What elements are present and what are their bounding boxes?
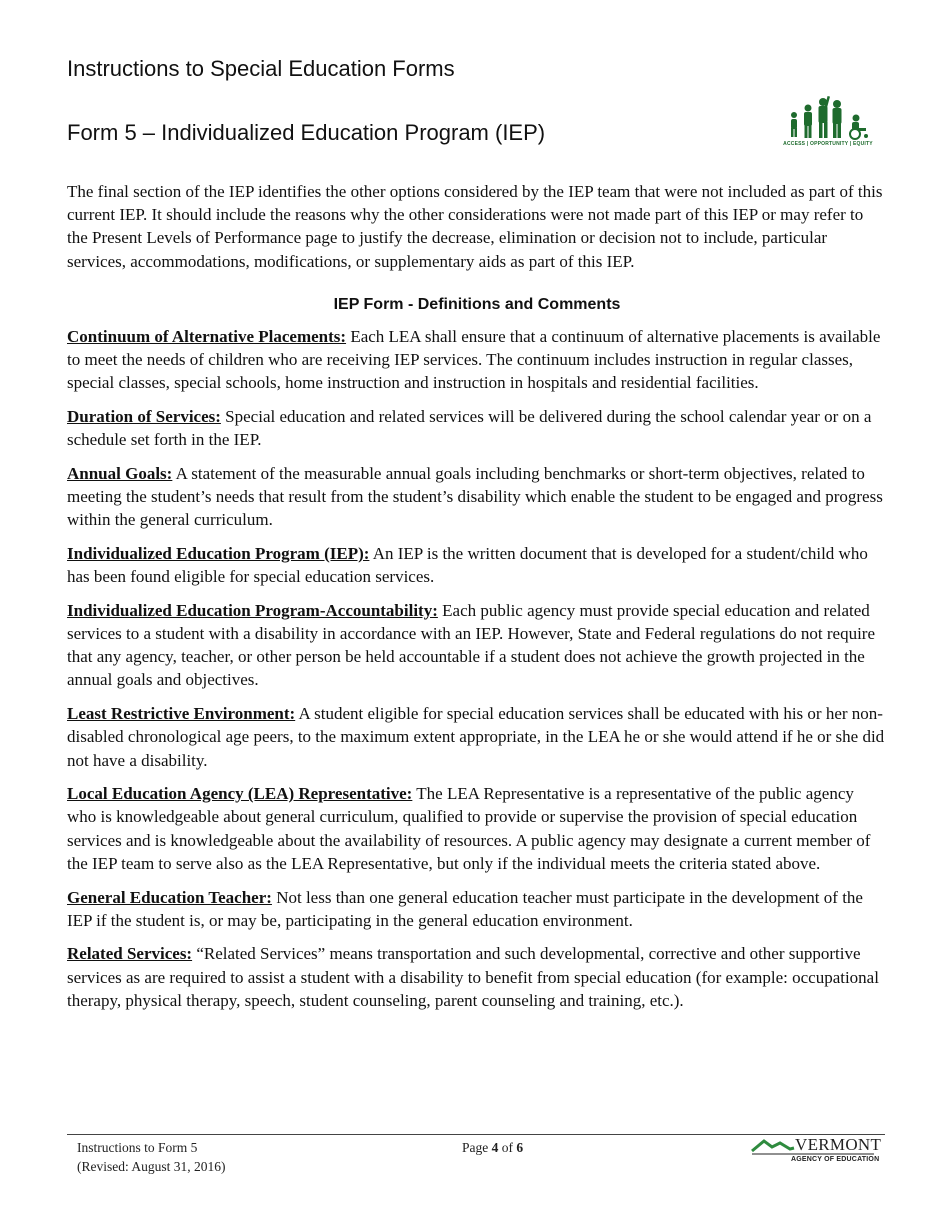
definition-paragraph	[67, 599, 887, 692]
page-number: Page 4 of 6	[462, 1140, 524, 1155]
definition-paragraph	[67, 702, 887, 772]
definition-text: Special education and related services will be delivered during the school calendar year or on a schedule set forth in the IEP.	[67, 406, 872, 450]
definition-term: Annual Goals:	[67, 463, 173, 483]
form-title: Form 5 – Individualized Education Program (IEP)	[67, 120, 546, 145]
definition-text: “Related Services” means transportation and such developmental, corrective and other supportive services as are required to assist a student with a disability to benefit from special education (for example: occupational therapy, physical therapy, speech, student counseling, parent counseling and training, etc.).	[67, 944, 879, 1010]
definition-paragraph	[67, 462, 887, 532]
definition-text: An IEP is the written document that is developed for a student/child who has been found eligible for special education services.	[67, 543, 868, 587]
definition-paragraph	[67, 942, 887, 1012]
access-opportunity-equity-logo	[776, 93, 880, 151]
document-title: Instructions to Special Education Forms	[67, 56, 455, 81]
definition-paragraph	[67, 325, 887, 395]
definition-term: Least Restrictive Environment:	[67, 704, 296, 724]
definition-text: A student eligible for special education services shall be educated with his or her non-disabled chronological age peers, to the maximum extent appropriate, in the LEA he or she would attend if he or she did not have a disability.	[67, 704, 885, 770]
definition-text: Not less than one general education teacher must participate in the development of the IEP if the student is, or may be, participating in the general education environment.	[67, 887, 863, 930]
current-page: 4	[491, 1140, 499, 1155]
intro-paragraph: The final section of the IEP identifies the other options considered by the IEP team that were not included as part of this current IEP. It should include the reasons why the other considerations were not made part of this IEP or may refer to the Present Levels of Performance page to justify the decrease, elimination or decision not to include, particular services, accommodations, modifications, or supplementary aids as part of this IEP.	[67, 182, 883, 271]
definition-text: Each public agency must provide special education and related services to a student with a disability in accordance with an IEP. However, State and Federal regulations do not require that any agency, teacher, or other person be held accountable if a student does not achieve the growth projected in the annual goals and objectives.	[67, 600, 875, 690]
footer-form-name: Instructions to Form 5	[77, 1140, 198, 1155]
definition-term: Individualized Education Program-Accountability:	[67, 600, 438, 620]
definition-text: A statement of the measurable annual goals including benchmarks or short-term objectives, related to meeting the student’s needs that result from the student’s disability which enable the student to be engaged and progress within the general curriculum.	[67, 463, 883, 530]
logo-tagline: ACCESS | OPPORTUNITY | EQUITY	[783, 141, 873, 147]
footer-form-info	[77, 1138, 226, 1176]
definition-term: Duration of Services:	[67, 406, 221, 426]
definition-paragraph	[67, 405, 887, 451]
definition-term: Local Education Agency (LEA) Representative:	[67, 784, 413, 804]
total-pages: 6	[516, 1140, 524, 1155]
definition-term: General Education Teacher:	[67, 887, 272, 907]
definition-term: Continuum of Alternative Placements:	[67, 326, 347, 346]
definition-text: Each LEA shall ensure that a continuum of alternative placements is available to meet the needs of children who are receiving IEP services. The continuum includes instruction in regular classes, special classes, special schools, home instruction and instruction in hospitals and residential facilities.	[67, 326, 881, 393]
definition-term: Individualized Education Program (IEP):	[67, 543, 370, 563]
document-body	[67, 180, 887, 1023]
definition-paragraph	[67, 886, 887, 932]
definition-text: The LEA Representative is a representative of the public agency who is knowledgeable about general curriculum, qualified to provide or supervise the provision of special education services and is knowledgeable about the availability of resources. A public agency may designate a current member of the IEP team to serve also as the LEA Representative, but only if the individual meets the criteria stated above.	[67, 784, 871, 873]
agency-subtitle: AGENCY OF EDUCATION	[791, 1156, 880, 1163]
section-heading: IEP Form - Definitions and Comments	[333, 295, 621, 313]
people-figures-icon	[776, 93, 880, 143]
definition-paragraph	[67, 782, 887, 875]
definition-paragraph	[67, 542, 887, 588]
agency-name: VERMONT	[795, 1135, 882, 1154]
footer-revision-date: (Revised: August 31, 2016)	[77, 1159, 226, 1174]
definition-term: Related Services:	[67, 944, 193, 964]
